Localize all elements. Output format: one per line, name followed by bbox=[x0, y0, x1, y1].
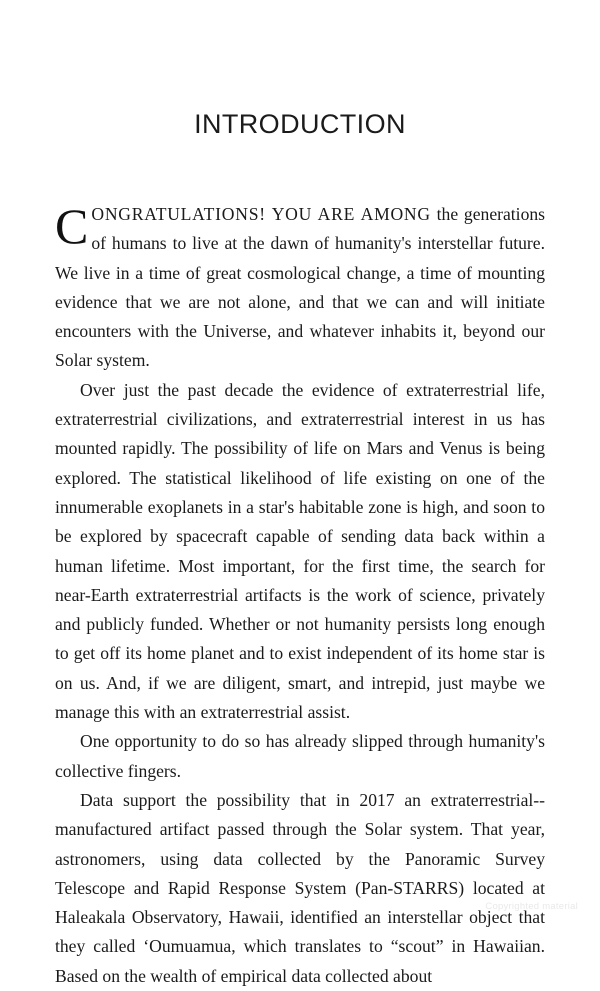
drop-cap-letter: C bbox=[55, 198, 89, 254]
paragraph-3: One opportunity to do so has already slipped through humanity's collective fingers. bbox=[55, 731, 545, 781]
body-text-block bbox=[55, 200, 545, 991]
paragraph-1-text: the generations of humans to live at the dawn of humanity's interstellar future. We live in a time of great cosmological change, a time of mounting evidence that we are not alone, and that we can and will initiate encounters with the Universe, and whatever inhabits it, beyond our Solar system. bbox=[55, 204, 546, 371]
copyright-watermark: Copyrighted material bbox=[485, 901, 578, 912]
paragraph-2: Over just the past decade the evidence of extraterrestrial life, extraterrestrial civilizations, and extraterrestrial interest in us has mounted rapidly. The possibility of life on Mars and Venus is being explored. The statistical likelihood of life existing on one of the innumerable exoplanets in a star's habitable zone is high, and soon to be explored by spacecraft capable of sending data back within a human lifetime. Most important, for the first time, the search for near-Earth extraterrestrial artifacts is the work of science, privately and publicly funded. Whether or not humanity persists long enough to get off its home planet and to exist independent of its home star is on us. And, if we are diligent, smart, and intrepid, just maybe we manage this with an extraterrestrial assist. bbox=[55, 379, 545, 723]
paragraph-1 bbox=[55, 200, 545, 376]
page-title: INTRODUCTION bbox=[194, 109, 406, 140]
small-caps-lead-in: ONGRATULATIONS! YOU ARE AMONG bbox=[91, 204, 431, 224]
paragraph-4: Data support the possibility that in 2017 an extraterrestrial--manufactured artifact passed through the Solar system. That year, astronomers, using data collected by the Panoramic Survey Telescope and Rapid Response System (Pan-STARRS) located at Haleakala Observatory, Hawaii, identified an interstellar object that they called ‘Oumuamua, which translates to “scout” in Hawaiian. Based on the wealth of empirical data collected about bbox=[55, 789, 545, 986]
